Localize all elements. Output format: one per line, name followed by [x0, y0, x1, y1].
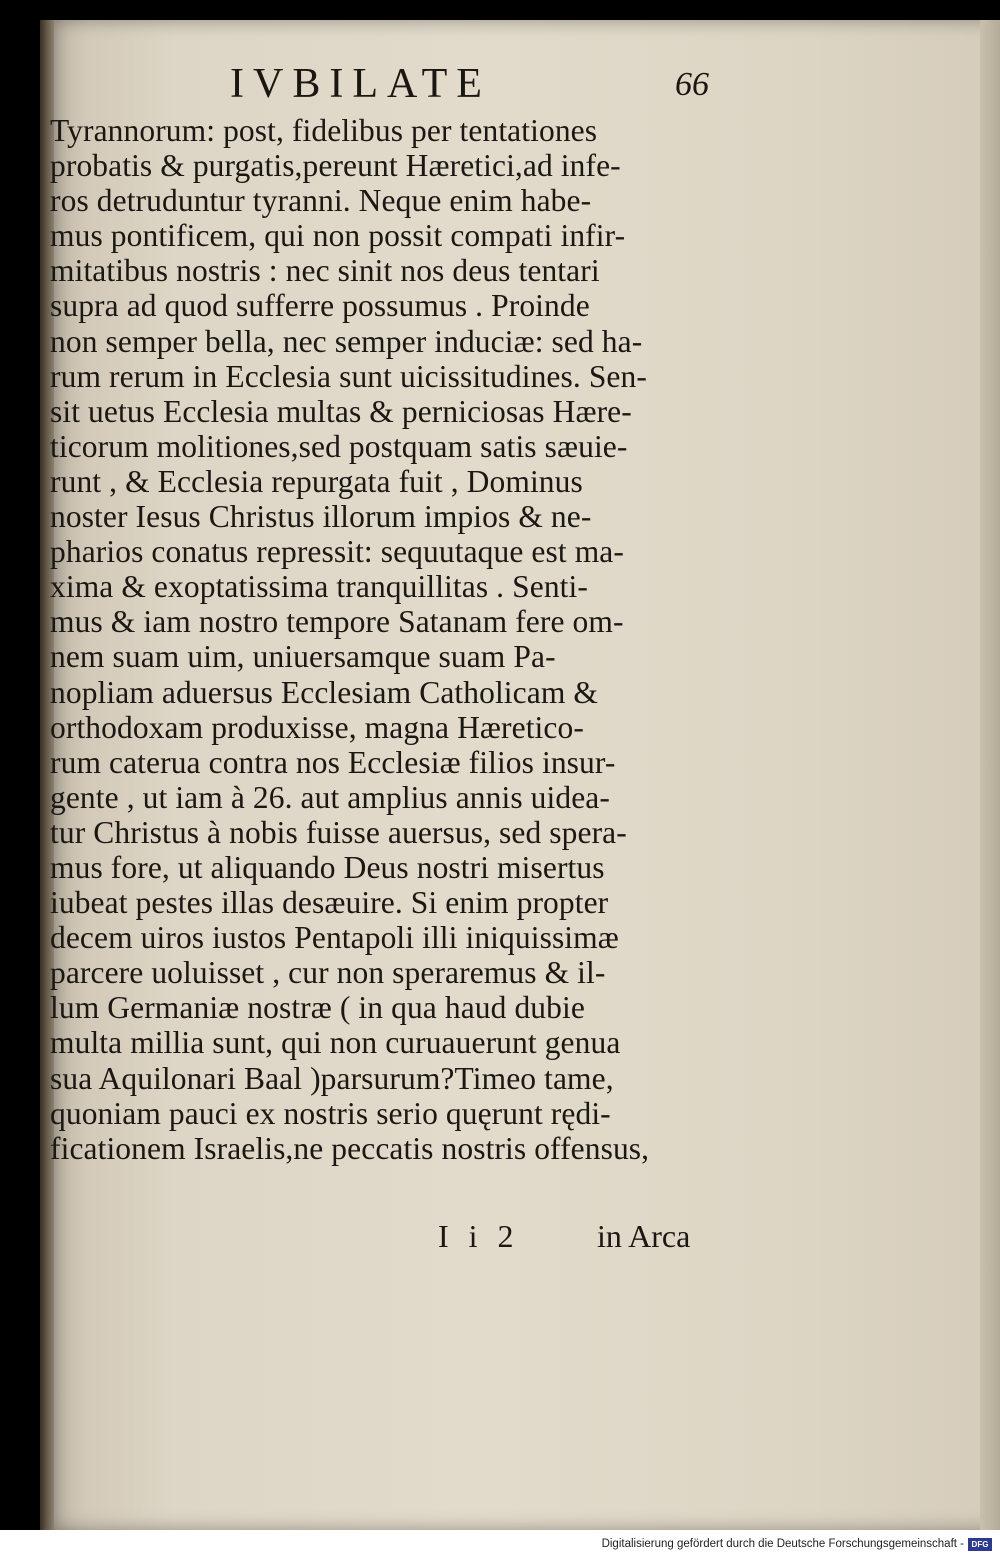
folio-number: 66	[675, 66, 709, 103]
text-line: pharios conatus repressit: sequutaque est ma-	[50, 534, 624, 570]
book-page	[40, 20, 1000, 1530]
page-header	[40, 60, 1000, 120]
dfg-logo-icon: DFG	[968, 1538, 992, 1551]
text-line: tur Christus à nobis fuisse auersus, sed spera-	[50, 814, 627, 850]
text-line: xima & exoptatissima tranquillitas . Senti-	[50, 569, 588, 605]
text-line: rum rerum in Ecclesia sunt uicissitudines. Sen-	[50, 358, 647, 394]
text-line: runt , & Ecclesia repurgata fuit , Dominus	[50, 463, 583, 499]
text-line: nopliam aduersus Ecclesiam Catholicam &	[50, 674, 598, 710]
text-line: non semper bella, nec semper induciæ: sed ha-	[50, 323, 643, 359]
page-edge	[980, 20, 1000, 1530]
text-line: iubeat pestes illas desæuire. Si enim propter	[50, 885, 609, 921]
text-line: noster Iesus Christus illorum impios & ne-	[50, 499, 592, 535]
credit-text: Digitalisierung gefördert durch die Deutsche Forschungsgemeinschaft -	[601, 1538, 964, 1550]
signature-mark: I i 2	[438, 1218, 520, 1254]
text-line: ros detruduntur tyranni. Neque enim habe-	[50, 183, 592, 219]
text-line: multa millia sunt, qui non curuauerunt genua	[50, 1025, 621, 1061]
text-line: mus pontificem, qui non possit compati infir-	[50, 218, 626, 254]
text-line: sua Aquilonari Baal )parsurum?Timeo tame,	[50, 1060, 614, 1096]
text-line: rum caterua contra nos Ecclesiæ filios insur-	[50, 744, 616, 780]
text-line: mus fore, ut aliquando Deus nostri misertus	[50, 849, 605, 885]
text-line: lum Germaniæ nostræ ( in qua haud dubie	[50, 990, 585, 1026]
text-line: decem uiros iustos Pentapoli illi iniquissimæ	[50, 920, 619, 956]
text-line: mitatibus nostris : nec sinit nos deus tentari	[50, 253, 600, 289]
text-line: Tyrannorum: post, fidelibus per tentationes	[50, 113, 598, 148]
text-line: sit uetus Ecclesia multas & perniciosas Hære-	[50, 393, 632, 429]
text-line: orthodoxam produxisse, magna Hæretico-	[50, 709, 584, 745]
text-line: probatis & purgatis,pereunt Hæretici,ad infe-	[50, 148, 621, 184]
text-line: ticorum molitiones,sed postquam satis sæuie-	[50, 428, 628, 464]
digitization-credit-bar	[0, 1530, 1000, 1558]
text-line: nem suam uim, uniuersamque suam Pa-	[50, 639, 556, 675]
text-line: supra ad quod sufferre possumus . Proinde	[50, 288, 590, 324]
text-line: quoniam pauci ex nostris serio quęrunt rędi-	[50, 1095, 611, 1131]
page-footer	[40, 1210, 1000, 1256]
body-text	[50, 113, 710, 1166]
text-line: parcere uoluisset , cur non speraremus & il-	[50, 955, 606, 991]
text-line: mus & iam nostro tempore Satanam fere om-	[50, 604, 624, 640]
running-head: IVBILATE	[230, 61, 491, 107]
catchword: in Arca	[597, 1218, 691, 1254]
text-line: ficationem Israelis,ne peccatis nostris offensus,	[50, 1130, 650, 1166]
text-line: gente , ut iam à 26. aut amplius annis uidea-	[50, 779, 610, 815]
